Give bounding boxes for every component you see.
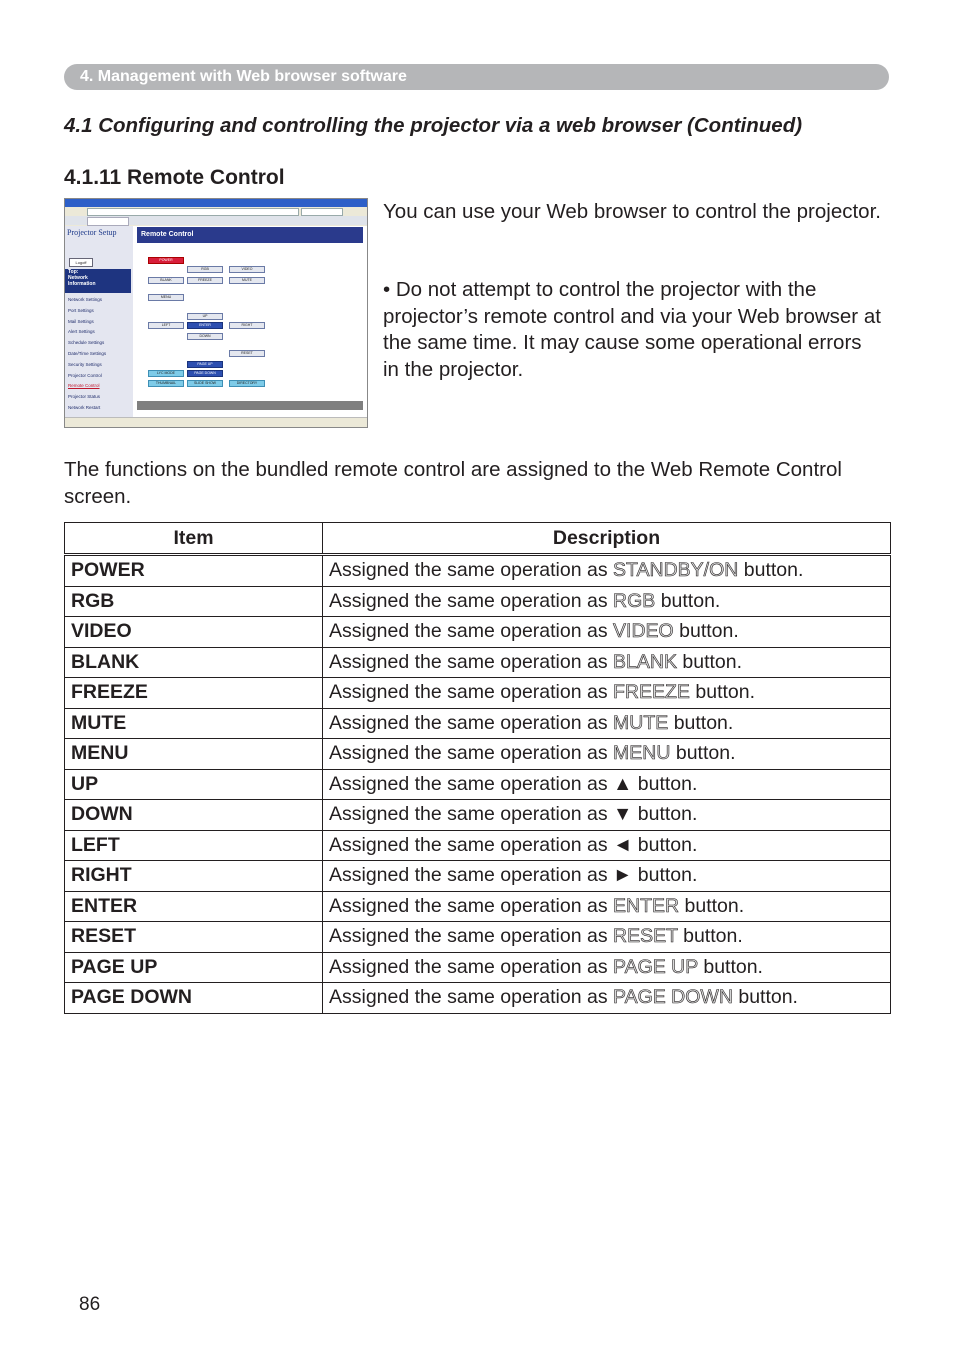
table-row bbox=[65, 586, 891, 617]
item-cell: MUTE bbox=[65, 708, 323, 739]
table-row bbox=[65, 555, 891, 587]
description-cell bbox=[323, 555, 891, 587]
sidebar-selected-line: Network bbox=[68, 275, 88, 281]
item-cell: BLANK bbox=[65, 647, 323, 678]
description-prefix: Assigned the same operation as bbox=[329, 559, 608, 582]
description-suffix: button. bbox=[684, 894, 745, 917]
item-cell: VIDEO bbox=[65, 617, 323, 648]
table-header-row bbox=[65, 523, 891, 555]
remote-key-label: MENU bbox=[613, 742, 671, 765]
description-suffix: button. bbox=[703, 955, 763, 978]
rc-menu-button: MENU bbox=[148, 294, 184, 301]
table-row bbox=[65, 739, 891, 770]
remote-key-label: ▼ bbox=[613, 803, 633, 826]
sidebar-selected-line: Top: bbox=[68, 269, 79, 275]
description-suffix: button. bbox=[637, 803, 698, 826]
item-cell: RIGHT bbox=[65, 861, 323, 892]
description-cell bbox=[323, 678, 891, 709]
description-suffix: button. bbox=[683, 925, 743, 948]
description-suffix: button. bbox=[637, 864, 698, 887]
description-prefix: Assigned the same operation as bbox=[329, 620, 608, 643]
sidebar-selected-line: Information bbox=[68, 281, 96, 287]
remote-control-header: Remote Control bbox=[137, 227, 363, 243]
remote-key-label: ▲ bbox=[613, 772, 633, 795]
rc-mute-button: MUTE bbox=[229, 277, 265, 284]
item-cell: LEFT bbox=[65, 830, 323, 861]
description-cell bbox=[323, 952, 891, 983]
rc-page-up-button: PAGE UP bbox=[187, 361, 223, 368]
item-cell: POWER bbox=[65, 555, 323, 587]
sidebar-item-active: Remote Control bbox=[68, 383, 100, 389]
sidebar-items bbox=[68, 295, 106, 414]
remote-key-label: PAGE UP bbox=[613, 955, 698, 978]
logoff-button: Logoff bbox=[69, 258, 93, 267]
warning-paragraph: • Do not attempt to control the projector with the projector’s remote control and via your Web browser at the same time. It may cause some operational errors in the projector. bbox=[383, 278, 881, 381]
description-prefix: Assigned the same operation as bbox=[329, 589, 608, 612]
table-row bbox=[65, 922, 891, 953]
remote-key-label: ► bbox=[613, 864, 633, 887]
description-suffix: button. bbox=[637, 833, 698, 856]
description-prefix: Assigned the same operation as bbox=[329, 833, 608, 856]
table-row bbox=[65, 708, 891, 739]
browser-tab bbox=[87, 217, 129, 226]
description-prefix: Assigned the same operation as bbox=[329, 986, 608, 1009]
rc-directory-button: DIRECTORY bbox=[229, 380, 265, 387]
rc-right-button: RIGHT bbox=[229, 322, 265, 329]
item-cell: UP bbox=[65, 769, 323, 800]
description-cell bbox=[323, 739, 891, 770]
rc-thumbnail-button: THUMBNAIL bbox=[148, 380, 184, 387]
sidebar-item: Network Restart bbox=[68, 404, 101, 410]
description-suffix: button. bbox=[682, 650, 743, 673]
sidebar-item: Port Settings bbox=[68, 307, 94, 313]
intro-paragraph: You can use your Web browser to control the projector. bbox=[383, 200, 881, 223]
remote-key-label: BLANK bbox=[613, 650, 677, 673]
table-row bbox=[65, 769, 891, 800]
address-bar bbox=[87, 208, 299, 216]
table-row bbox=[65, 861, 891, 892]
remote-key-label: MUTE bbox=[613, 711, 669, 734]
table-row bbox=[65, 617, 891, 648]
description-cell bbox=[323, 922, 891, 953]
remote-key-label: ◄ bbox=[613, 833, 633, 856]
table-row bbox=[65, 647, 891, 678]
rc-slide-show-button: SLIDE SHOW bbox=[187, 380, 223, 387]
remote-control-screenshot bbox=[64, 198, 368, 428]
description-suffix: button. bbox=[679, 620, 739, 643]
functions-paragraph: The functions on the bundled remote control are assigned to the Web Remote Control screen. bbox=[64, 458, 842, 508]
description-cell bbox=[323, 983, 891, 1014]
description-suffix: button. bbox=[738, 986, 798, 1009]
rc-rgb-button: RGB bbox=[187, 266, 223, 273]
item-cell: RGB bbox=[65, 586, 323, 617]
screenshot-footer-bar bbox=[137, 401, 363, 410]
description-cell bbox=[323, 861, 891, 892]
sidebar-item: Projector Status bbox=[68, 394, 101, 400]
item-header: Item bbox=[65, 523, 323, 555]
sidebar-item: Date/Time Settings bbox=[68, 350, 107, 356]
description-cell bbox=[323, 800, 891, 831]
sidebar-selected-item bbox=[65, 269, 131, 293]
description-suffix: button. bbox=[743, 559, 804, 582]
remote-functions-table bbox=[64, 522, 891, 1014]
item-cell: PAGE DOWN bbox=[65, 983, 323, 1014]
remote-key-label: RESET bbox=[613, 925, 678, 948]
description-prefix: Assigned the same operation as bbox=[329, 711, 608, 734]
subsection-title: 4.1.11 Remote Control bbox=[64, 166, 285, 189]
remote-key-label: RGB bbox=[613, 589, 656, 612]
item-cell: ENTER bbox=[65, 891, 323, 922]
rc-power-button: POWER bbox=[148, 257, 184, 264]
description-cell bbox=[323, 769, 891, 800]
table-row bbox=[65, 891, 891, 922]
sidebar-item: Security Settings bbox=[68, 361, 102, 367]
projector-setup-logo: Projector Setup bbox=[67, 228, 117, 237]
description-prefix: Assigned the same operation as bbox=[329, 925, 608, 948]
browser-titlebar bbox=[65, 199, 367, 207]
description-cell bbox=[323, 830, 891, 861]
browser-statusbar bbox=[65, 417, 367, 427]
item-cell: PAGE UP bbox=[65, 952, 323, 983]
description-cell bbox=[323, 891, 891, 922]
rc-left-button: LEFT bbox=[148, 322, 184, 329]
description-prefix: Assigned the same operation as bbox=[329, 864, 608, 887]
description-suffix: button. bbox=[637, 772, 698, 795]
item-cell: RESET bbox=[65, 922, 323, 953]
description-prefix: Assigned the same operation as bbox=[329, 681, 608, 704]
remote-key-label: ENTER bbox=[613, 894, 680, 917]
item-cell: DOWN bbox=[65, 800, 323, 831]
table-row bbox=[65, 800, 891, 831]
rc-reset-button: RESET bbox=[229, 350, 265, 357]
sidebar-item: Mail Settings bbox=[68, 318, 94, 324]
rc-enter-button: ENTER bbox=[187, 322, 223, 329]
sidebar-item: Projector Control bbox=[68, 372, 102, 378]
description-suffix: button. bbox=[673, 711, 734, 734]
table-row bbox=[65, 952, 891, 983]
page-number: 86 bbox=[79, 1294, 101, 1315]
description-prefix: Assigned the same operation as bbox=[329, 772, 608, 795]
sidebar-item: Network Settings bbox=[68, 297, 103, 302]
chapter-header: 4. Management with Web browser software bbox=[64, 64, 889, 90]
description-cell bbox=[323, 586, 891, 617]
remote-key-label: STANDBY/ON bbox=[613, 559, 739, 582]
description-prefix: Assigned the same operation as bbox=[329, 650, 608, 673]
description-suffix: button. bbox=[660, 589, 721, 612]
description-prefix: Assigned the same operation as bbox=[329, 894, 608, 917]
rc-up-button: UP bbox=[187, 313, 223, 320]
remote-key-label: VIDEO bbox=[613, 620, 674, 643]
rc-down-button: DOWN bbox=[187, 333, 223, 340]
description-prefix: Assigned the same operation as bbox=[329, 742, 608, 765]
table-row bbox=[65, 983, 891, 1014]
table-row bbox=[65, 678, 891, 709]
rc-blank-button: BLANK bbox=[148, 277, 184, 284]
description-cell bbox=[323, 647, 891, 678]
description-prefix: Assigned the same operation as bbox=[329, 803, 608, 826]
sidebar-item: Schedule Settings bbox=[68, 340, 105, 346]
description-suffix: button. bbox=[695, 681, 756, 704]
rc-video-button: VIDEO bbox=[229, 266, 265, 273]
description-prefix: Assigned the same operation as bbox=[329, 955, 608, 978]
description-cell bbox=[323, 617, 891, 648]
remote-key-label: FREEZE bbox=[613, 681, 690, 704]
item-cell: MENU bbox=[65, 739, 323, 770]
table-row bbox=[65, 830, 891, 861]
table-body bbox=[65, 555, 891, 1014]
description-header: Description bbox=[323, 523, 891, 555]
remote-key-label: PAGE DOWN bbox=[613, 986, 733, 1009]
rc-freeze-button: FREEZE bbox=[187, 277, 223, 284]
section-title: 4.1 Configuring and controlling the projector via a web browser (Continued) bbox=[64, 114, 803, 137]
sidebar-item: Alert Settings bbox=[68, 329, 95, 335]
item-cell: FREEZE bbox=[65, 678, 323, 709]
description-suffix: button. bbox=[675, 742, 736, 765]
browser-search-box bbox=[301, 208, 343, 216]
description-cell bbox=[323, 708, 891, 739]
rc-lyc-mode-button: LYC MODE bbox=[148, 370, 184, 377]
rc-page-down-button: PAGE DOWN bbox=[187, 370, 223, 377]
